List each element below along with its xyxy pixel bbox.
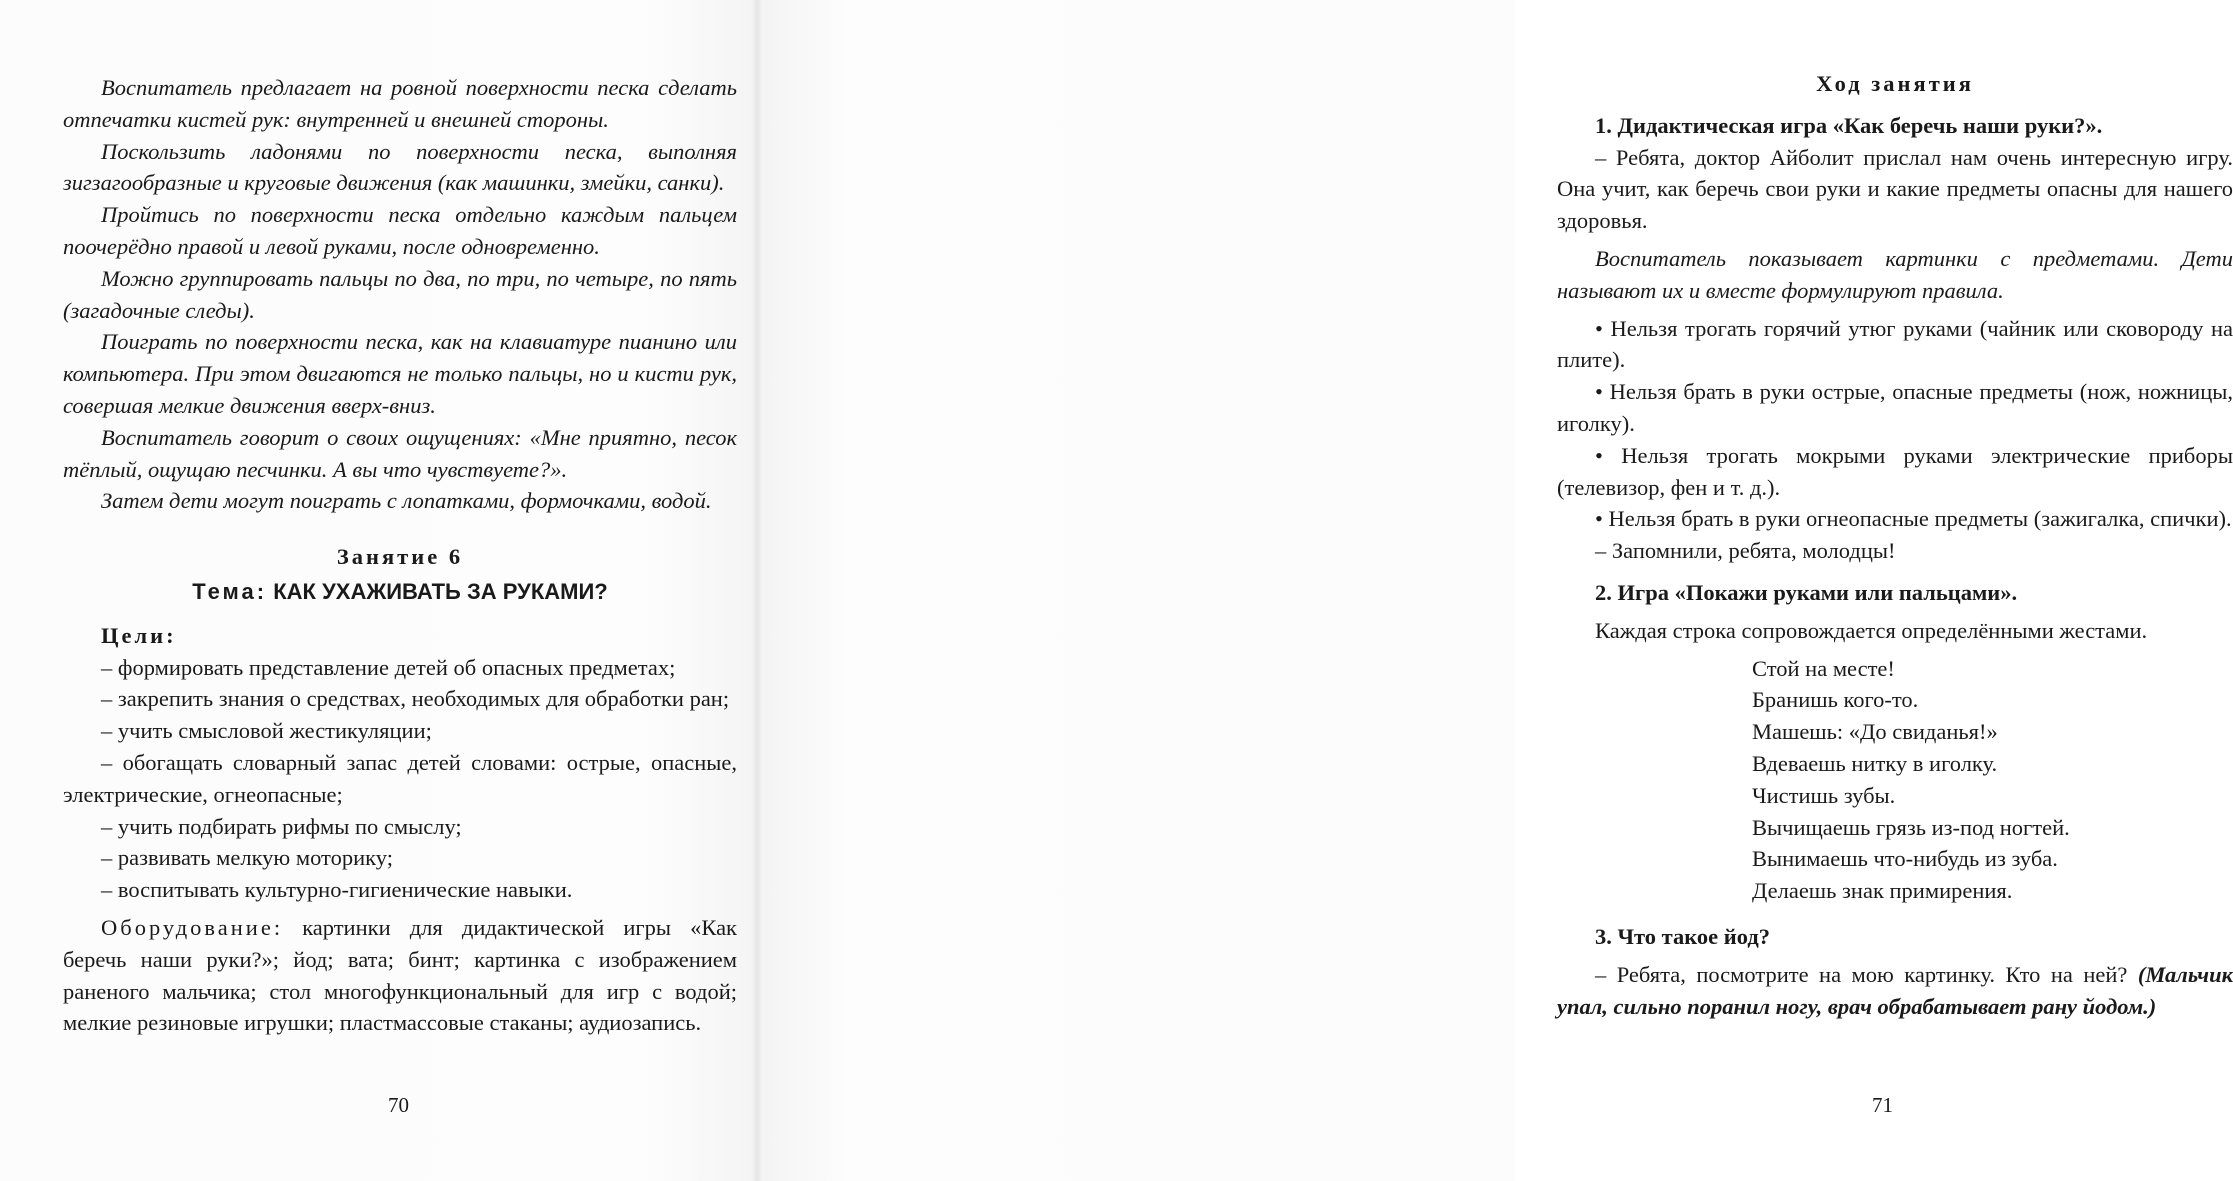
right-page [757, 0, 2233, 1181]
intro-paragraph: Поскользить ладонями по поверхности песка, выполняя зигзагообразные и круговые движения (как машинки, змейки, санки). [63, 138, 737, 196]
section-1-note: Воспитатель показывает картинки с предметами. Дети называют их и вместе формулируют правила. [1557, 245, 2233, 303]
section-3-paragraph [1557, 959, 2233, 1023]
intro-paragraph: Затем дети могут поиграть с лопатками, формочками, водой. [101, 488, 712, 514]
goal-item: – развивать мелкую моторику; [101, 845, 393, 871]
theme-title: КАК УХАЖИВАТЬ ЗА РУКАМИ? [273, 578, 608, 604]
book-gutter [752, 0, 762, 1181]
section-1-title: 1. Дидактическая игра «Как беречь наши руки?». [1595, 112, 2103, 138]
poem-line: Вынимаешь что-нибудь из зуба. [1752, 846, 2058, 872]
intro-paragraph: Воспитатель предлагает на ровной поверхности песка сделать отпечатки кистей рук: внутренней и внешней стороны. [63, 75, 737, 132]
intro-paragraph: Пройтись по поверхности песка отдельно каждым пальцем поочерёдно правой и левой руками, после одновременно. [63, 202, 737, 259]
intro-paragraph: Воспитатель говорит о своих ощущениях: «Мне приятно, песок тёплый, ощущаю песчинки. А вы что чувствуете?». [63, 424, 737, 482]
page-number-right: 71 [1872, 1093, 1893, 1117]
theme-label: Тема: [192, 578, 268, 604]
poem-line: Машешь: «До свиданья!» [1752, 719, 1998, 745]
rule-item: • Нельзя трогать горячий утюг руками (чайник или сковороду на плите). [1557, 315, 2233, 373]
poem-line: Вычищаешь грязь из-под ногтей. [1752, 814, 2070, 840]
poem-line: Чистишь зубы. [1752, 782, 1896, 808]
rule-item: • Нельзя трогать мокрыми руками электрические приборы (телевизор, фен и т. д.). [1557, 442, 2233, 500]
section-3-speech: – Ребята, посмотрите на мою картинку. Кто на ней? [1595, 961, 2138, 987]
equipment-paragraph [63, 912, 737, 1039]
poem-line: Бранишь кого-то. [1752, 687, 1919, 713]
section-2-intro: Каждая строка сопровождается определёнными жестами. [1595, 617, 2148, 643]
left-page [0, 0, 757, 1181]
page-number-left: 70 [388, 1093, 409, 1117]
poem-line: Делаешь знак примирения. [1752, 878, 2013, 904]
goal-item: – учить смысловой жестикуляции; [101, 718, 432, 744]
goals-title: Цели: [101, 622, 177, 648]
goal-item: – воспитывать культурно-гигиенические навыки. [101, 877, 573, 903]
poem-line: Стой на месте! [1752, 655, 1895, 681]
rule-item: • Нельзя брать в руки острые, опасные предметы (нож, ножницы, иголку). [1557, 379, 2233, 436]
right-page-text [1557, 68, 2233, 1022]
goal-item: – закрепить знания о средствах, необходимых для обработки ран; [101, 686, 730, 712]
poem-line: Вдеваешь нитку в иголку. [1752, 750, 1998, 776]
section-1-speech: – Ребята, доктор Айболит прислал нам очень интересную игру. Она учит, как беречь свои руки и какие предметы опасны для нашего здоровья. [1557, 144, 2233, 234]
lesson-progress-heading: Ход занятия [1816, 71, 1974, 96]
goal-item: – формировать представление детей об опасных предметах; [101, 654, 676, 680]
intro-paragraph: Поиграть по поверхности песка, как на клавиатуре пианино или компьютера. При этом двигаются не только пальцы, но и кисти рук, совершая мелкие движения вверх-вниз. [63, 329, 737, 418]
section-2-title: 2. Игра «Покажи руками или пальцами». [1595, 579, 2018, 605]
goal-item: – обогащать словарный запас детей словами: острые, опасные, электрические, огнеопасные; [63, 749, 737, 807]
lesson-heading: Занятие 6 [336, 544, 464, 570]
equipment-label: Оборудование: [101, 914, 284, 940]
section-3-title: 3. Что такое йод? [1595, 923, 1770, 949]
intro-paragraph: Можно группировать пальцы по два, по три, по четыре, по пять (загадочные следы). [63, 265, 737, 323]
goal-item: – учить подбирать рифмы по смыслу; [101, 813, 462, 839]
equipment-text: картинки для дидактической игры «Как беречь наши руки?»; йод; вата; бинт; картинка с изображением раненого мальчика; стол многофункциональный для игр с водой; мелкие резиновые игрушки; пластмассовые стаканы; аудиозапись. [63, 914, 737, 1036]
section-3-answer: (Мальчик упал, сильно поранил ногу, врач обрабатывает рану йодом.) [1557, 961, 2233, 1019]
poem [1752, 653, 2233, 907]
theme-heading [63, 576, 737, 608]
praise-line: – Запомнили, ребята, молодцы! [1595, 538, 1896, 564]
left-page-text [63, 72, 737, 1039]
rule-item: • Нельзя брать в руки огнеопасные предметы (зажигалка, спички). [1595, 506, 2232, 532]
